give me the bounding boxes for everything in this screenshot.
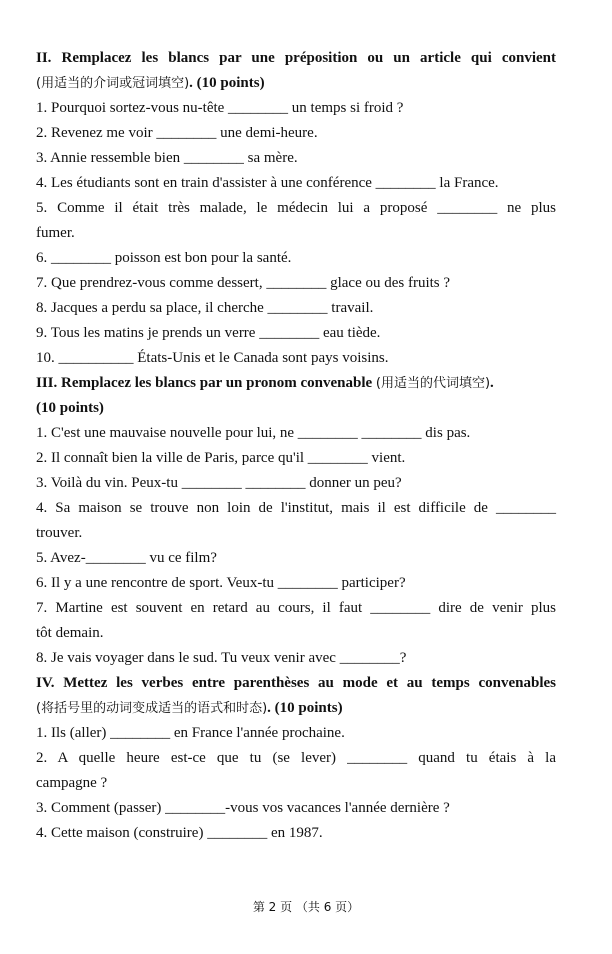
section-4-title: IV. Mettez les verbes entre parenthèses au mode et au temps convenables — [36, 675, 556, 691]
s2-item-3: 3. Annie ressemble bien ________ sa mère. — [36, 150, 298, 166]
s3-item-2: 2. Il connaît bien la ville de Paris, parce qu'il ________ vient. — [36, 450, 406, 466]
section-2-subtitle — [36, 71, 556, 96]
s4-item-1: 1. Ils (aller) ________ en France l'année prochaine. — [36, 725, 345, 741]
s3-item-6: 6. Il y a une rencontre de sport. Veux-tu ________ participer? — [36, 575, 406, 591]
s2-item-9: 9. Tous les matins je prends un verre ________ eau tiède. — [36, 325, 381, 341]
section-3-points: (10 points) — [36, 400, 104, 416]
section-3-title-text: III. Remplacez les blancs par un pronom convenable — [36, 375, 373, 391]
s3-item-7: 7. Martine est souvent en retard au cours, il faut ________ dire de venir plus — [36, 600, 556, 616]
section-3-subtitle-zh: (用适当的代词填空) — [375, 376, 491, 391]
s3-item-4-cont: trouver. — [36, 525, 83, 541]
s3-item-5: 5. Avez-________ vu ce film? — [36, 550, 217, 566]
s2-item-6: 6. ________ poisson est bon pour la santé. — [36, 250, 292, 266]
section-4-points: . (10 points) — [267, 700, 343, 716]
s4-item-3: 3. Comment (passer) ________-vous vos vacances l'année dernière ? — [36, 800, 450, 816]
s2-item-2: 2. Revenez me voir ________ une demi-heure. — [36, 125, 318, 141]
section-2-title: II. Remplacez les blancs par une préposition ou un article qui convient — [36, 50, 556, 66]
s2-item-4: 4. Les étudiants sont en train d'assister à une conférence ________ la France. — [36, 175, 499, 191]
section-4-subtitle — [36, 696, 556, 721]
section-4-subtitle-zh: (将括号里的动词变成适当的语式和时态) — [36, 701, 268, 716]
s2-item-5-cont: fumer. — [36, 225, 75, 241]
s3-item-3: 3. Voilà du vin. Peux-tu ________ ________ donner un peu? — [36, 475, 402, 491]
s4-item-2: 2. A quelle heure est-ce que tu (se lever) ________ quand tu étais à la — [36, 750, 556, 766]
s2-item-5: 5. Comme il était très malade, le médecin lui a proposé ________ ne plus — [36, 200, 556, 216]
s2-item-10: 10. __________ États-Unis et le Canada sont pays voisins. — [36, 350, 389, 366]
s2-item-7: 7. Que prendrez-vous comme dessert, ________ glace ou des fruits ? — [36, 275, 451, 291]
s3-item-7-cont: tôt demain. — [36, 625, 104, 641]
s3-item-1: 1. C'est une mauvaise nouvelle pour lui, ne ________ ________ dis pas. — [36, 425, 471, 441]
section-2-points: . (10 points) — [189, 75, 265, 91]
s4-item-2-cont: campagne ? — [36, 775, 108, 791]
s3-item-4: 4. Sa maison se trouve non loin de l'institut, mais il est difficile de ________ — [36, 500, 556, 516]
section-3-title — [36, 371, 556, 396]
s2-item-8: 8. Jacques a perdu sa place, il cherche ________ travail. — [36, 300, 374, 316]
s2-item-1: 1. Pourquoi sortez-vous nu-tête ________ un temps si froid ? — [36, 100, 404, 116]
s4-item-4: 4. Cette maison (construire) ________ en 1987. — [36, 825, 323, 841]
section-2-subtitle-zh: (用适当的介词或冠词填空) — [36, 76, 190, 91]
section-3-title-end: . — [490, 375, 494, 391]
exam-page — [36, 46, 556, 846]
s3-item-8: 8. Je vais voyager dans le sud. Tu veux venir avec ________? — [36, 650, 407, 666]
page-footer: 第 2 页 （共 6 页） — [252, 900, 360, 914]
